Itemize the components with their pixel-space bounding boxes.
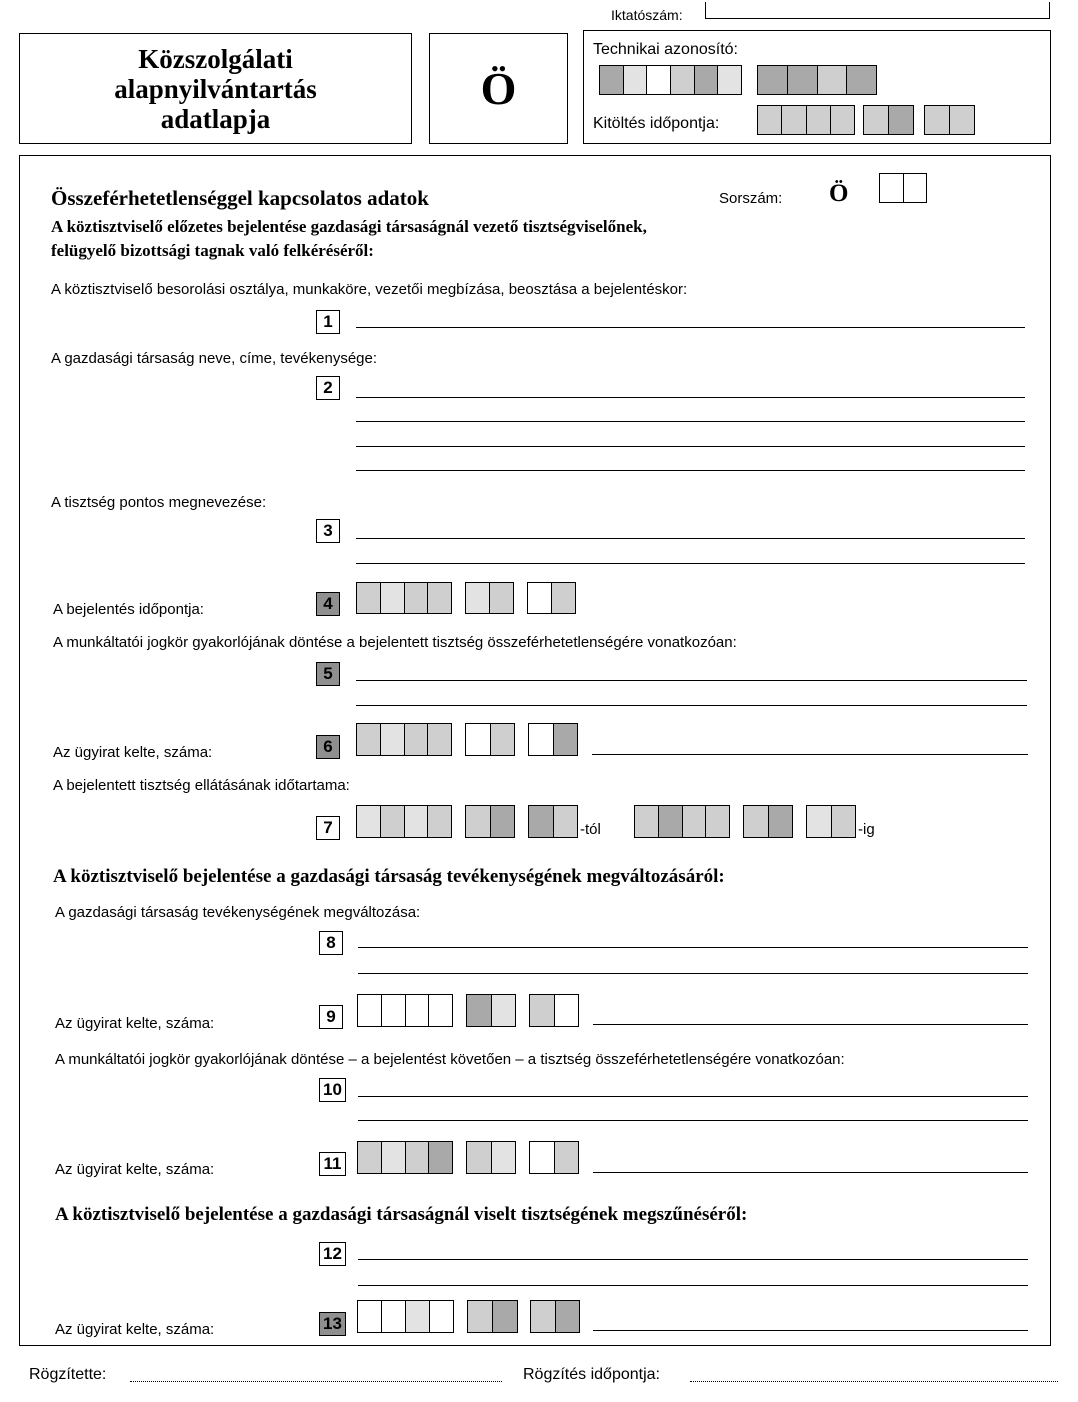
kitoltes-label: Kitöltés időpontja: <box>593 115 720 132</box>
field-7-label: A bejelentett tisztség ellátásának időtartama: <box>53 777 350 794</box>
field-9-year-cells[interactable] <box>357 994 453 1027</box>
field-1-input-line[interactable] <box>356 327 1025 328</box>
sorszam-code: Ö <box>829 180 849 207</box>
form-code-box <box>429 33 568 144</box>
section-title: Összeférhetetlenséggel kapcsolatos adatok <box>51 186 429 210</box>
field-4-number: 4 <box>316 592 340 616</box>
field-9-label: Az ügyirat kelte, száma: <box>55 1015 215 1032</box>
field-5-input-line-1[interactable] <box>356 680 1027 681</box>
field-4-label: A bejelentés időpontja: <box>53 601 204 618</box>
field-11-number: 11 <box>319 1152 346 1176</box>
field-3-number: 3 <box>316 519 340 543</box>
field-2-input-line-1[interactable] <box>356 397 1025 398</box>
field-9-day-cells[interactable] <box>529 994 579 1027</box>
section-3-title: A köztisztviselő bejelentése a gazdasági társaságnál viselt tisztségének megszűnéséről: <box>55 1204 748 1225</box>
field-5-label: A munkáltatói jogkör gyakorlójának döntése a bejelentett tisztség összeférhetetlenségére vonatkozóan: <box>53 634 737 651</box>
field-5-input-line-2[interactable] <box>356 705 1027 706</box>
kitoltes-day-cells[interactable] <box>924 105 975 135</box>
section-subtitle-line2: felügyelő bizottsági tagnak való felkéréséről: <box>51 241 374 260</box>
form-title-line3: adatlapja <box>160 103 271 134</box>
field-2-input-line-2[interactable] <box>356 421 1025 422</box>
field-13-input-line[interactable] <box>593 1330 1028 1331</box>
rogzites-idopontja-label: Rögzítés időpontja: <box>523 1366 660 1383</box>
rogzitette-field[interactable] <box>130 1381 502 1382</box>
field-4-day-cells[interactable] <box>527 582 576 614</box>
sorszam-cells[interactable] <box>879 173 927 203</box>
field-11-label: Az ügyirat kelte, száma: <box>55 1161 215 1178</box>
field-6-number: 6 <box>316 735 340 759</box>
field-8-input-line-1[interactable] <box>358 947 1028 948</box>
field-13-day-cells[interactable] <box>530 1300 580 1333</box>
field-7-to-year-cells[interactable] <box>634 805 730 838</box>
field-3-input-line-2[interactable] <box>356 563 1025 564</box>
kitoltes-year-cells[interactable] <box>757 105 855 135</box>
field-9-number: 9 <box>319 1005 343 1029</box>
section-2-title: A köztisztviselő bejelentése a gazdasági társaság tevékenységének megváltozásáról: <box>53 866 725 887</box>
field-2-number: 2 <box>316 376 340 400</box>
field-13-number: 13 <box>319 1312 346 1336</box>
field-8-label: A gazdasági társaság tevékenységének megváltozása: <box>55 904 421 921</box>
field-12-number: 12 <box>319 1242 346 1266</box>
field-13-month-cells[interactable] <box>467 1300 518 1333</box>
field-6-day-cells[interactable] <box>528 723 578 756</box>
tech-id-cells-1[interactable] <box>599 65 742 95</box>
field-2-input-line-3[interactable] <box>356 446 1025 447</box>
field-11-input-line[interactable] <box>593 1172 1028 1173</box>
field-11-year-cells[interactable] <box>357 1141 453 1174</box>
field-2-input-line-4[interactable] <box>356 470 1025 471</box>
field-7-from-month-cells[interactable] <box>465 805 515 838</box>
field-4-month-cells[interactable] <box>465 582 514 614</box>
field-1-number: 1 <box>316 310 340 334</box>
field-7-from-day-cells[interactable] <box>528 805 578 838</box>
field-10-input-line-1[interactable] <box>358 1096 1028 1097</box>
field-2-label: A gazdasági társaság neve, címe, tevékenysége: <box>51 350 378 367</box>
field-7-to-day-cells[interactable] <box>806 805 856 838</box>
field-10-input-line-2[interactable] <box>358 1120 1028 1121</box>
field-13-year-cells[interactable] <box>357 1300 454 1333</box>
field-1-label: A köztisztviselő besorolási osztálya, munkaköre, vezetői megbízása, beosztása a bejelentéskor: <box>51 281 688 298</box>
field-3-label: A tisztség pontos megnevezése: <box>51 494 267 511</box>
tech-id-label: Technikai azonosító: <box>593 41 738 58</box>
field-9-month-cells[interactable] <box>466 994 516 1027</box>
field-7-to-suffix: -ig <box>858 821 875 838</box>
field-8-number: 8 <box>319 931 343 955</box>
field-5-number: 5 <box>316 662 340 686</box>
form-code: Ö <box>480 63 517 114</box>
rogzites-idopontja-field[interactable] <box>690 1381 1058 1382</box>
field-11-month-cells[interactable] <box>466 1141 516 1174</box>
field-13-label: Az ügyirat kelte, száma: <box>55 1321 215 1338</box>
field-7-to-month-cells[interactable] <box>743 805 793 838</box>
section-subtitle-line1: A köztisztviselő előzetes bejelentése gazdasági társaságnál vezető tisztségviselőnek, <box>51 217 647 236</box>
form-title-line2: alapnyilvántartás <box>114 73 317 104</box>
rogzitette-label: Rögzítette: <box>29 1366 107 1383</box>
field-12-input-line-2[interactable] <box>358 1285 1028 1286</box>
field-6-label: Az ügyirat kelte, száma: <box>53 744 213 761</box>
form-title-line1: Közszolgálati <box>138 43 293 74</box>
form-title-box <box>19 33 412 144</box>
field-3-input-line-1[interactable] <box>356 538 1025 539</box>
field-8-input-line-2[interactable] <box>358 973 1028 974</box>
kitoltes-month-cells[interactable] <box>863 105 914 135</box>
field-11-day-cells[interactable] <box>529 1141 579 1174</box>
iktatoszam-label: Iktatószám: <box>611 7 683 23</box>
sorszam-label: Sorszám: <box>719 190 783 207</box>
tech-id-box <box>583 30 1051 144</box>
iktatoszam-field[interactable] <box>705 2 1050 19</box>
field-7-number: 7 <box>316 816 340 840</box>
field-10-number: 10 <box>319 1078 346 1102</box>
field-9-input-line[interactable] <box>593 1024 1028 1025</box>
field-6-month-cells[interactable] <box>465 723 515 756</box>
field-6-input-line[interactable] <box>592 754 1028 755</box>
field-12-input-line-1[interactable] <box>358 1259 1028 1260</box>
tech-id-cells-2[interactable] <box>757 65 877 95</box>
field-4-year-cells[interactable] <box>356 582 452 614</box>
field-7-from-suffix: -tól <box>580 821 601 838</box>
field-6-year-cells[interactable] <box>356 723 452 756</box>
field-10-label: A munkáltatói jogkör gyakorlójának döntése – a bejelentést követően – a tisztség összeférhetetlenségére vonatkozóan: <box>55 1051 845 1068</box>
field-7-from-year-cells[interactable] <box>356 805 452 838</box>
